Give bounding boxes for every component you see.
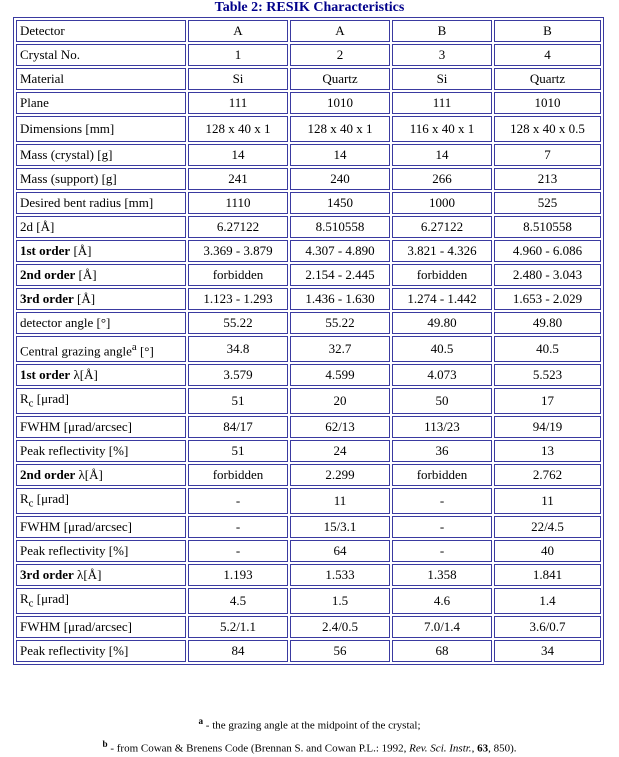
table-cell: 1010 [494,92,601,114]
table-cell: 1.653 - 2.029 [494,288,601,310]
table-cell: 8.510558 [494,216,601,238]
table-row [16,464,601,486]
table-row [16,144,601,166]
table-row [16,288,601,310]
table-cell: 55.22 [188,312,288,334]
table-cell: 7 [494,144,601,166]
row-label: $R_c$ [μrad] [16,588,186,614]
row-label: 1st order [Å] [16,240,186,262]
table-cell: 34 [494,640,601,662]
table-cell: 40 [494,540,601,562]
table-row [16,20,601,42]
table-cell: 2.154 - 2.445 [290,264,390,286]
row-label: 3rd order λ[Å] [16,564,186,586]
table-row [16,216,601,238]
table-cell: 2.480 - 3.043 [494,264,601,286]
row-label: Crystal No. [16,44,186,66]
table-cell: 1.358 [392,564,492,586]
table-cell: 1.193 [188,564,288,586]
table-cell: 4 [494,44,601,66]
table-cell: Si [392,68,492,90]
table-row [16,416,601,438]
table-row [16,44,601,66]
table-row [16,516,601,538]
table-cell: 51 [188,388,288,414]
table-cell: 51 [188,440,288,462]
table-row [16,440,601,462]
table-cell: 3 [392,44,492,66]
table-cell: 241 [188,168,288,190]
table-row [16,640,601,662]
table-cell: 8.510558 [290,216,390,238]
row-label: Desired bent radius [mm] [16,192,186,214]
table-cell: forbidden [188,464,288,486]
table-cell: 94/19 [494,416,601,438]
table-cell: 116 x 40 x 1 [392,116,492,142]
table-row [16,588,601,614]
table-cell: Si [188,68,288,90]
table-cell: 13 [494,440,601,462]
table-row [16,540,601,562]
row-label: Central grazing angle$^a$ [°] [16,336,186,362]
table-cell: 14 [392,144,492,166]
table-cell: 36 [392,440,492,462]
table-row [16,388,601,414]
row-label: $R_c$ [μrad] [16,388,186,414]
table-cell: - [392,540,492,562]
table-cell: 7.0/1.4 [392,616,492,638]
caption-title: RESIK Characteristics [266,0,405,15]
table-cell: 68 [392,640,492,662]
table-cell: 1 [188,44,288,66]
table-cell: 4.307 - 4.890 [290,240,390,262]
table-cell: 6.27122 [188,216,288,238]
row-label: Peak reflectivity [%] [16,640,186,662]
table-cell: 14 [290,144,390,166]
table-cell: 4.5 [188,588,288,614]
table-cell: 5.523 [494,364,601,386]
table-row [16,312,601,334]
row-label: detector angle [°] [16,312,186,334]
table-cell: 4.960 - 6.086 [494,240,601,262]
table-cell: 4.6 [392,588,492,614]
table-cell: 3.6/0.7 [494,616,601,638]
table-cell: 32.7 [290,336,390,362]
table-cell: 3.579 [188,364,288,386]
table-cell: 6.27122 [392,216,492,238]
table-cell: 1.274 - 1.442 [392,288,492,310]
row-label: Mass (support) [g] [16,168,186,190]
table-cell: 1.123 - 1.293 [188,288,288,310]
table-row [16,364,601,386]
table-cell: - [188,488,288,514]
table-row [16,92,601,114]
table-cell: A [290,20,390,42]
table-cell: 11 [290,488,390,514]
table-cell: 1110 [188,192,288,214]
table-cell: 213 [494,168,601,190]
footnotes [0,712,619,757]
footnote-a: $^a$ - the grazing angle at the midpoint of the crystal; [198,716,421,732]
row-label: 3rd order [Å] [16,288,186,310]
table-cell: 266 [392,168,492,190]
table-cell: 1.841 [494,564,601,586]
row-label: 1st order λ[Å] [16,364,186,386]
table-row [16,168,601,190]
table-caption [0,0,619,16]
table-cell: 1450 [290,192,390,214]
footnote-b: $^b$ - from Cowan & Brenens Code (Brennan S. and Cowan P.L.: 1992, Rev. Sci. Instr., 63, 850). [102,738,517,755]
table-cell: 24 [290,440,390,462]
table-cell: 11 [494,488,601,514]
table-row [16,264,601,286]
row-label: Dimensions [mm] [16,116,186,142]
table-cell: 1.4 [494,588,601,614]
row-label: Plane [16,92,186,114]
table-row [16,336,601,362]
table-cell: 62/13 [290,416,390,438]
table-cell: 128 x 40 x 1 [290,116,390,142]
row-label: Peak reflectivity [%] [16,440,186,462]
table-cell: - [188,516,288,538]
row-label: FWHM [μrad/arcsec] [16,516,186,538]
table-cell: 4.073 [392,364,492,386]
caption-prefix: Table 2: [214,0,263,15]
table-cell: 20 [290,388,390,414]
table-cell: 1.533 [290,564,390,586]
table-row [16,240,601,262]
table-cell: 3.369 - 3.879 [188,240,288,262]
table-row [16,488,601,514]
table-cell: 84 [188,640,288,662]
table-cell: A [188,20,288,42]
table-cell: 56 [290,640,390,662]
table-cell: 1000 [392,192,492,214]
table-cell: 55.22 [290,312,390,334]
table-cell: 14 [188,144,288,166]
table-cell: forbidden [392,464,492,486]
row-label: 2nd order λ[Å] [16,464,186,486]
table-cell: 128 x 40 x 0.5 [494,116,601,142]
table-cell: 84/17 [188,416,288,438]
table-cell: 49.80 [392,312,492,334]
table-cell: 5.2/1.1 [188,616,288,638]
table-cell: 50 [392,388,492,414]
table-cell: Quartz [494,68,601,90]
row-label: 2d [Å] [16,216,186,238]
table-cell: 64 [290,540,390,562]
table-cell: 49.80 [494,312,601,334]
resik-characteristics-table [13,17,604,665]
table-cell: B [494,20,601,42]
row-label: Peak reflectivity [%] [16,540,186,562]
table-row [16,192,601,214]
table-cell: - [188,540,288,562]
row-label: FWHM [μrad/arcsec] [16,416,186,438]
row-label: Detector [16,20,186,42]
table-cell: 2.299 [290,464,390,486]
table-cell: 2.4/0.5 [290,616,390,638]
table-cell: 240 [290,168,390,190]
table-cell: 1.5 [290,588,390,614]
table-cell: 34.8 [188,336,288,362]
table-cell: 40.5 [494,336,601,362]
table-cell: 128 x 40 x 1 [188,116,288,142]
table-row [16,116,601,142]
table-cell: 1010 [290,92,390,114]
table-row [16,564,601,586]
table-row [16,68,601,90]
table-cell: 111 [392,92,492,114]
table-cell: forbidden [392,264,492,286]
table-cell: - [392,516,492,538]
table-cell: 1.436 - 1.630 [290,288,390,310]
table-cell: 4.599 [290,364,390,386]
table-cell: Quartz [290,68,390,90]
row-label: FWHM [μrad/arcsec] [16,616,186,638]
table-cell: 3.821 - 4.326 [392,240,492,262]
table-row [16,616,601,638]
row-label: Material [16,68,186,90]
row-label: Mass (crystal) [g] [16,144,186,166]
table-cell: 17 [494,388,601,414]
table-cell: B [392,20,492,42]
table-cell: 15/3.1 [290,516,390,538]
table-cell: 525 [494,192,601,214]
table-cell: 2.762 [494,464,601,486]
table-cell: - [392,488,492,514]
table-cell: 2 [290,44,390,66]
table-cell: 111 [188,92,288,114]
table-cell: forbidden [188,264,288,286]
table-cell: 40.5 [392,336,492,362]
row-label: 2nd order [Å] [16,264,186,286]
table-cell: 113/23 [392,416,492,438]
table-cell: 22/4.5 [494,516,601,538]
row-label: $R_c$ [μrad] [16,488,186,514]
